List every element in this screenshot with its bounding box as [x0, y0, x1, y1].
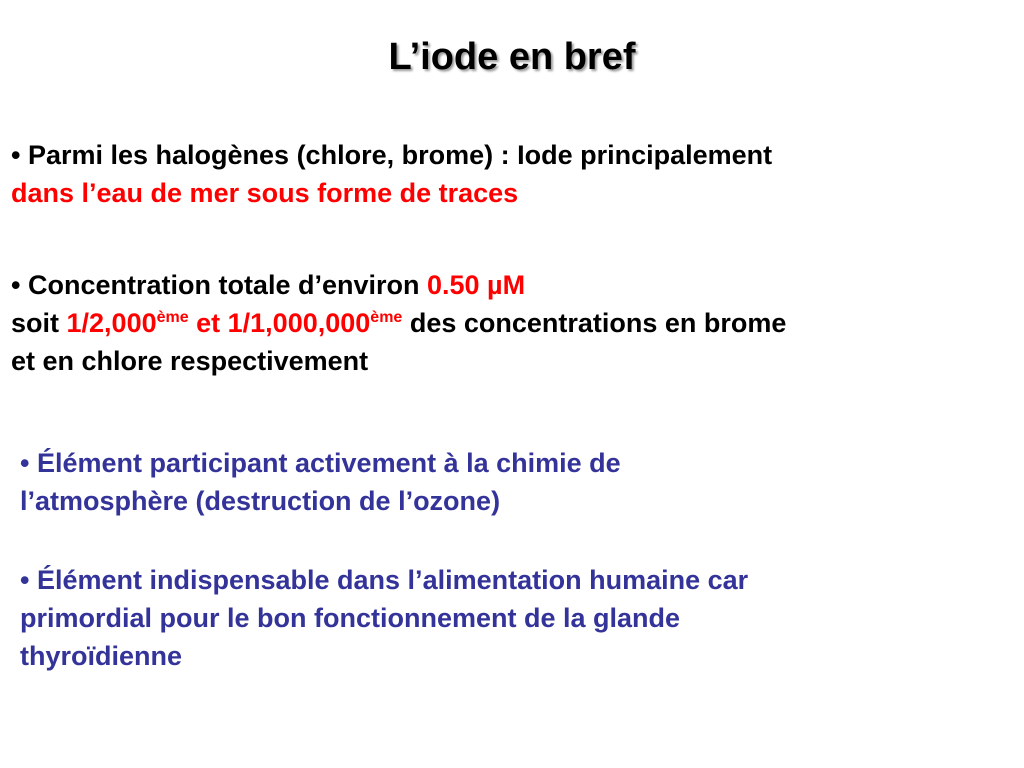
- bullet-nutrition-line-2: primordial pour le bon fonctionnement de la glande: [20, 603, 681, 633]
- bullet-halogens-line-1: • Parmi les halogènes (chlore, brome) : Iode principalement: [11, 140, 773, 170]
- bullet-atmosphere: [20, 444, 1010, 520]
- nutrition-intro: • Élément indispensable dans l’: [20, 565, 423, 595]
- ratio-bromine-suffix: ème: [156, 309, 189, 327]
- concentration-value: 0.50 µM: [426, 270, 526, 300]
- bullet-atmosphere-line-2: l’atmosphère (destruction de l’ozone): [20, 486, 501, 516]
- ratio-chlorine-suffix: ème: [370, 309, 403, 327]
- ratio-chlorine: et 1/1,000,000: [188, 308, 371, 338]
- slide-title: L’iode en bref: [388, 36, 636, 78]
- bullet-concentration-line-3: et en chlore respectivement: [11, 346, 369, 376]
- bullet-concentration: [11, 266, 1016, 380]
- nutrition-highlight: alimentation humaine: [422, 565, 701, 595]
- ratio-bromine: 1/2,000: [66, 308, 157, 338]
- soit-text: soit: [11, 308, 67, 338]
- bullet-concentration-line-2: [11, 304, 1016, 342]
- bullet-halogens: [11, 136, 1016, 212]
- concentration-rest: des concentrations en brome: [402, 308, 787, 338]
- bullet-atmosphere-line-1: • Élément participant activement à la chimie de: [20, 448, 621, 478]
- bullet-nutrition-line-1: [20, 561, 1010, 599]
- bullet-halogens-line-2: dans l’eau de mer sous forme de traces: [11, 178, 519, 208]
- bullet-nutrition-line-3: thyroïdienne: [20, 641, 183, 671]
- bullet-nutrition: [20, 561, 1010, 675]
- concentration-label: • Concentration totale d’environ: [11, 270, 427, 300]
- bullet-concentration-line-1: [11, 266, 1016, 304]
- nutrition-car: car: [700, 565, 749, 595]
